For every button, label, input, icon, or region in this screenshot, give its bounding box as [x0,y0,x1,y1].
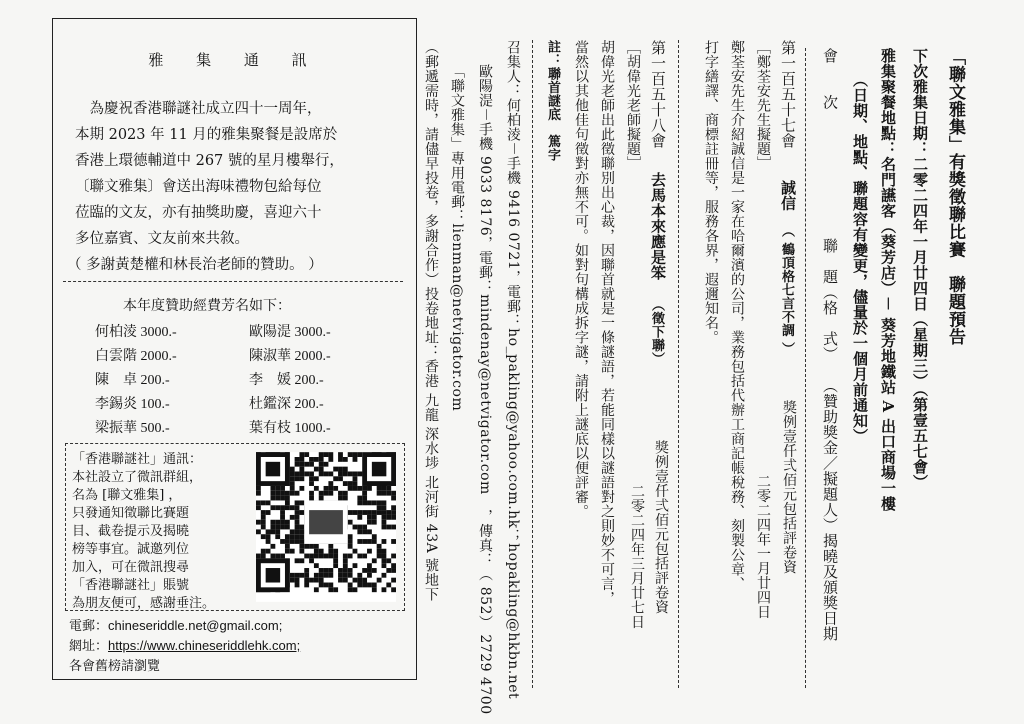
convener-line: 歐陽湜－手機 9033 8176，電郵：mindenay@netvigator.com ，傳真：（ 852） 2729 4700 [477,64,493,715]
wechat-line: 目、截卷提示及揭曉 [72,524,190,539]
session-157-title: 第一百五十七會 [779,40,797,149]
wechat-line: 「香港聯謎社」通訊： [72,452,203,467]
email-link[interactable]: chineseriddle.net@gmail.com; [108,618,283,633]
sponsor-heading: 本年度贊助經費芳名如下： [123,298,291,314]
session-158-prize: 獎例壹仟弍佰元包括評卷資 [653,440,669,614]
convener-line: 召集人：何柏淩－手機 9416 0721，電郵：ho_pakling@yahoo.com.hk；hopakling@hkbn.net [505,40,521,700]
sponsor-entry: 陳 卓 200.- [95,373,170,388]
website-link[interactable]: https://www.chineseriddlehk.com; [108,638,301,653]
session-158-setter: ［胡偉光老師擬題］ [625,40,641,171]
session-157-format: （ 鶴頂格七言不調 ） [779,224,794,356]
header-title: 「聯文雅集」有獎徵聯比賽 聯題預告 [945,48,965,346]
notice-line: 莅臨的文友，亦有抽獎助慶，喜迎六十 [75,205,322,221]
notice-line: 本期 2023 年 11 月的雅集聚餐是設席於 [75,127,338,143]
sponsor-entry: 葉有枝 1000.- [249,421,331,436]
divider [532,40,533,688]
divider [805,48,806,688]
riddle-answer-note: 註：聯首謎底 篤字 [545,40,560,162]
notice-line: 多位嘉賓、文友前來共敘。 [75,231,249,247]
wechat-line: 只發通知徵聯比賽題 [72,506,190,521]
website-label: 網址： [69,638,109,653]
archive-note: 各會舊榜請瀏覽 [69,658,161,673]
session-157-prize: 獎例壹仟弍佰元包括評卷資 [781,400,797,574]
session-158-topic: 去馬本來應是笨 [649,172,667,281]
divider [63,281,403,282]
email-line [69,615,282,634]
special-email-line: 「聯文雅集」專用電郵：lienman@netvigator.com [449,64,465,412]
sponsor-entry: 杜鑑深 200.- [249,397,324,412]
submission-address: （郵遞需時，請儘早投卷，多謝合作）投卷地址：香港 九龍 深水埗 北河街 43A 號地下 [423,40,439,602]
session-158-format: （徵下聯） [649,298,664,366]
notice-title: 雅 集 通 訊 [148,51,321,69]
notice-panel [52,18,417,680]
column-head-session: 會 次 [821,48,839,110]
wechat-line: 榜等事宜。誠邀列位 [72,542,190,557]
session-157-topic: 誠信 [779,180,797,211]
venue: 雅集聚餐地點：名門讌客（葵芳店）－ 葵芳地鐵站 A 出口商場一樓 [879,48,897,512]
session-157-desc: 鄭荃安先生介紹誠信是一家在哈爾濱的公司，業務包括代辦工商記帳稅務、刻製公章、 [729,40,745,591]
qr-code-image[interactable] [256,452,396,602]
wechat-line: 「香港聯謎社」賬號 [72,578,190,593]
sponsor-entry: 白雲階 2000.- [95,349,177,364]
session-158-title: 第一百五十八會 [649,40,667,149]
session-158-desc: 胡偉光老師出此徵聯別出心裁，因聯首就是一條謎語，若能同樣以謎語對之則妙不可言， [599,40,615,606]
wechat-line: 加入，可在微訊搜尋 [72,560,190,575]
sponsor-entry: 何柏淩 3000.- [95,325,177,340]
sponsor-entry: 李錫炎 100.- [95,397,170,412]
session-157-date: 二零二四年一月廿四日 [755,474,771,619]
column-head-prize: （贊助獎金／擬題人）揭曉及頒獎日期 [821,378,839,642]
email-label: 電郵： [69,618,109,633]
wechat-line: 名為 [聯文雅集] ， [72,488,182,503]
session-158-desc: 當然以其他佳句徵對亦無不可。如對句構成拆字謎，請附上謎底以便評審。 [573,40,589,519]
sponsor-entry: 李 媛 200.- [249,373,324,388]
wechat-box [65,443,405,611]
sponsor-entry: 陳淑華 2000.- [249,349,331,364]
notice-line: 香港上環德輔道中 267 號的星月樓舉行， [75,153,344,169]
session-158-date: 二零二四年三月廿七日 [629,484,645,629]
sponsor-entry: 梁振華 500.- [95,421,170,436]
website-line [69,635,300,654]
next-date: 下次雅集日期：二零二四年一月廿四日（星期三）（第壹五七會） [911,48,929,490]
change-note: （日期、地點、聯題容有變更，儘量於一個月前通知） [851,72,869,444]
column-head-topic: 聯 題（格 式） [821,238,839,362]
session-157-desc: 打字繕譯、商標註冊等，服務各界，遐邇知名。 [703,40,719,345]
notice-line: 〔聯文雅集〕會送出海味禮物包給每位 [75,179,322,195]
notice-line: 為慶祝香港聯謎社成立四十一周年， [75,101,322,117]
session-157-setter: ［鄭荃安先生擬題］ [755,40,771,171]
notice-line: （ 多謝黃楚權和林長治老師的贊助。 ） [67,257,323,273]
wechat-line: 為朋友便可，感謝垂注。 [72,596,216,611]
divider [678,40,679,688]
sponsor-entry: 歐陽湜 3000.- [249,325,331,340]
wechat-line: 本社設立了微訊群組， [72,470,203,485]
